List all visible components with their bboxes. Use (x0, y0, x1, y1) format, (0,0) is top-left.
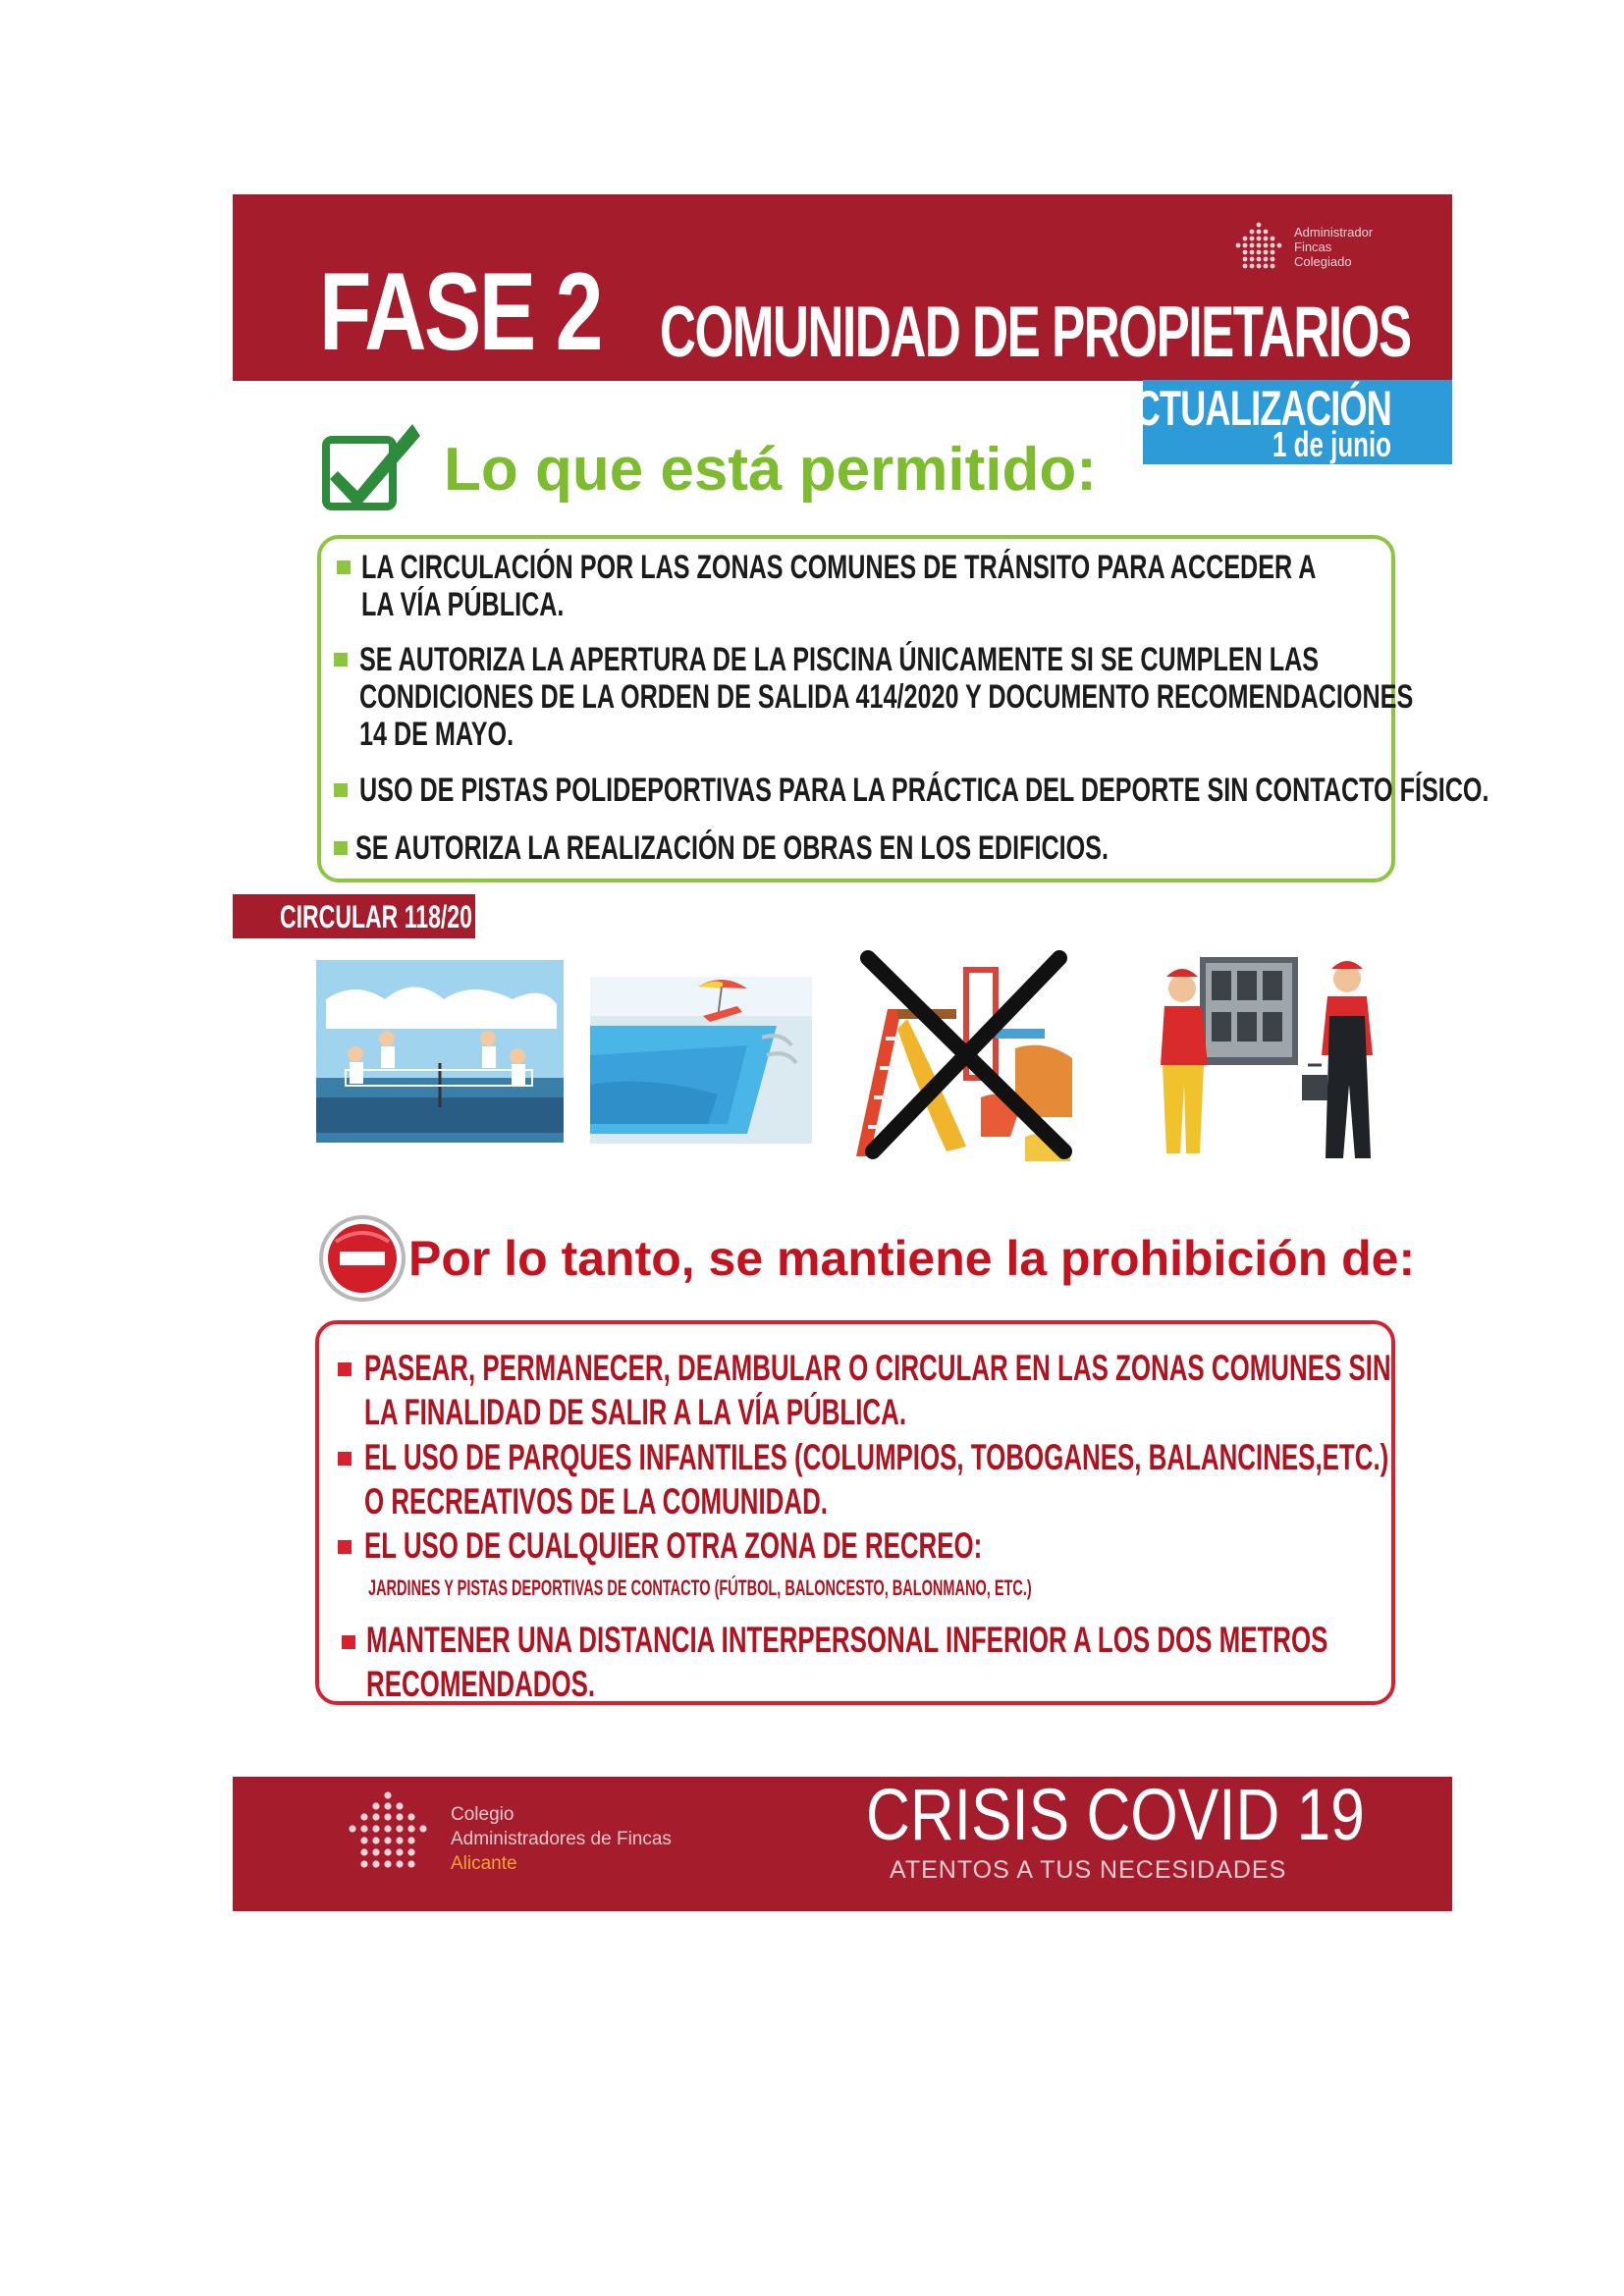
prohibited-item-2-line-1: EL USO DE PARQUES INFANTILES (COLUMPIOS, TOBOGANES, BALANCINES,ETC.) (364, 1437, 1389, 1477)
permitted-item-1-line-2: LA VÍA PÚBLICA. (361, 586, 565, 623)
bullet-icon (338, 1540, 352, 1554)
header-title: COMUNIDAD DE PROPIETARIOS (660, 293, 1411, 372)
permitted-item-2-line-3: 14 DE MAYO. (359, 716, 514, 753)
administrador-logo (1233, 221, 1430, 272)
swimming-pool-image (590, 977, 812, 1144)
no-entry-icon (318, 1214, 406, 1303)
permitted-item-1-line-1: LA CIRCULACIÓN POR LAS ZONAS COMUNES DE TRÁNSITO PARA ACCEDER A (361, 549, 1317, 586)
permitted-item-3: USO DE PISTAS POLIDEPORTIVAS PARA LA PRÁCTICA DEL DEPORTE SIN CONTACTO FÍSICO. (359, 772, 1489, 809)
permitted-item-4: SE AUTORIZA LA REALIZACIÓN DE OBRAS EN LOS EDIFICIOS. (355, 829, 1109, 867)
bullet-icon (338, 1452, 352, 1466)
prohibited-item-3: EL USO DE CUALQUIER OTRA ZONA DE RECREO: (364, 1525, 983, 1566)
prohibited-title: Por lo tanto, se mantiene la prohibición de: (408, 1231, 1416, 1286)
tennis-court-image (316, 960, 564, 1143)
bullet-icon (342, 1635, 355, 1649)
permitted-item-2-line-1: SE AUTORIZA LA APERTURA DE LA PISCINA ÚNICAMENTE SI SE CUMPLEN LAS (359, 641, 1320, 678)
colegio-name: Colegio Administradores de Fincas Alicante (451, 1804, 672, 1874)
colegio-logo-icon (344, 1789, 432, 1878)
prohibited-item-1-line-1: PASEAR, PERMANECER, DEAMBULAR O CIRCULAR EN LAS ZONAS COMUNES SIN (364, 1348, 1391, 1388)
update-badge-date: 1 de junio (1272, 424, 1391, 464)
bullet-icon (338, 1362, 352, 1376)
bullet-icon (337, 561, 351, 574)
dots-logo-icon (1233, 221, 1284, 272)
bullet-icon (334, 783, 348, 797)
bullet-icon (334, 841, 348, 855)
crisis-headline: CRISIS COVID 19 (866, 1774, 1365, 1855)
circular-label: CIRCULAR 118/20 (233, 894, 475, 938)
crisis-tagline: ATENTOS A TUS NECESIDADES (890, 1856, 1287, 1884)
workers-electrical-panel-image (1155, 957, 1396, 1163)
bullet-icon (334, 653, 348, 667)
prohibited-item-1-line-2: LA FINALIDAD DE SALIR A LA VÍA PÚBLICA. (364, 1392, 907, 1432)
prohibited-item-4-line-2: RECOMENDADOS. (366, 1664, 596, 1704)
update-badge (1110, 380, 1452, 464)
administrador-logo-text: Administrador Fincas Colegiado (1294, 225, 1374, 269)
phase-title: FASE 2 (319, 250, 601, 373)
prohibited-item-2-line-2: O RECREATIVOS DE LA COMUNIDAD. (364, 1481, 828, 1522)
permitted-title: Lo que está permitido: (444, 436, 1097, 504)
permitted-item-2-line-2: CONDICIONES DE LA ORDEN DE SALIDA 414/2020 Y DOCUMENTO RECOMENDACIONES (359, 678, 1414, 716)
playground-crossed-out-image (848, 950, 1076, 1168)
prohibited-subnote: JARDINES Y PISTAS DEPORTIVAS DE CONTACTO (FÚTBOL, BALONCESTO, BALONMANO, ETC.) (368, 1575, 1032, 1600)
checkmark-icon (322, 416, 422, 514)
update-badge-title: ACTUALIZACIÓN (1110, 381, 1391, 436)
prohibited-item-4-line-1: MANTENER UNA DISTANCIA INTERPERSONAL INFERIOR A LOS DOS METROS (366, 1620, 1328, 1660)
